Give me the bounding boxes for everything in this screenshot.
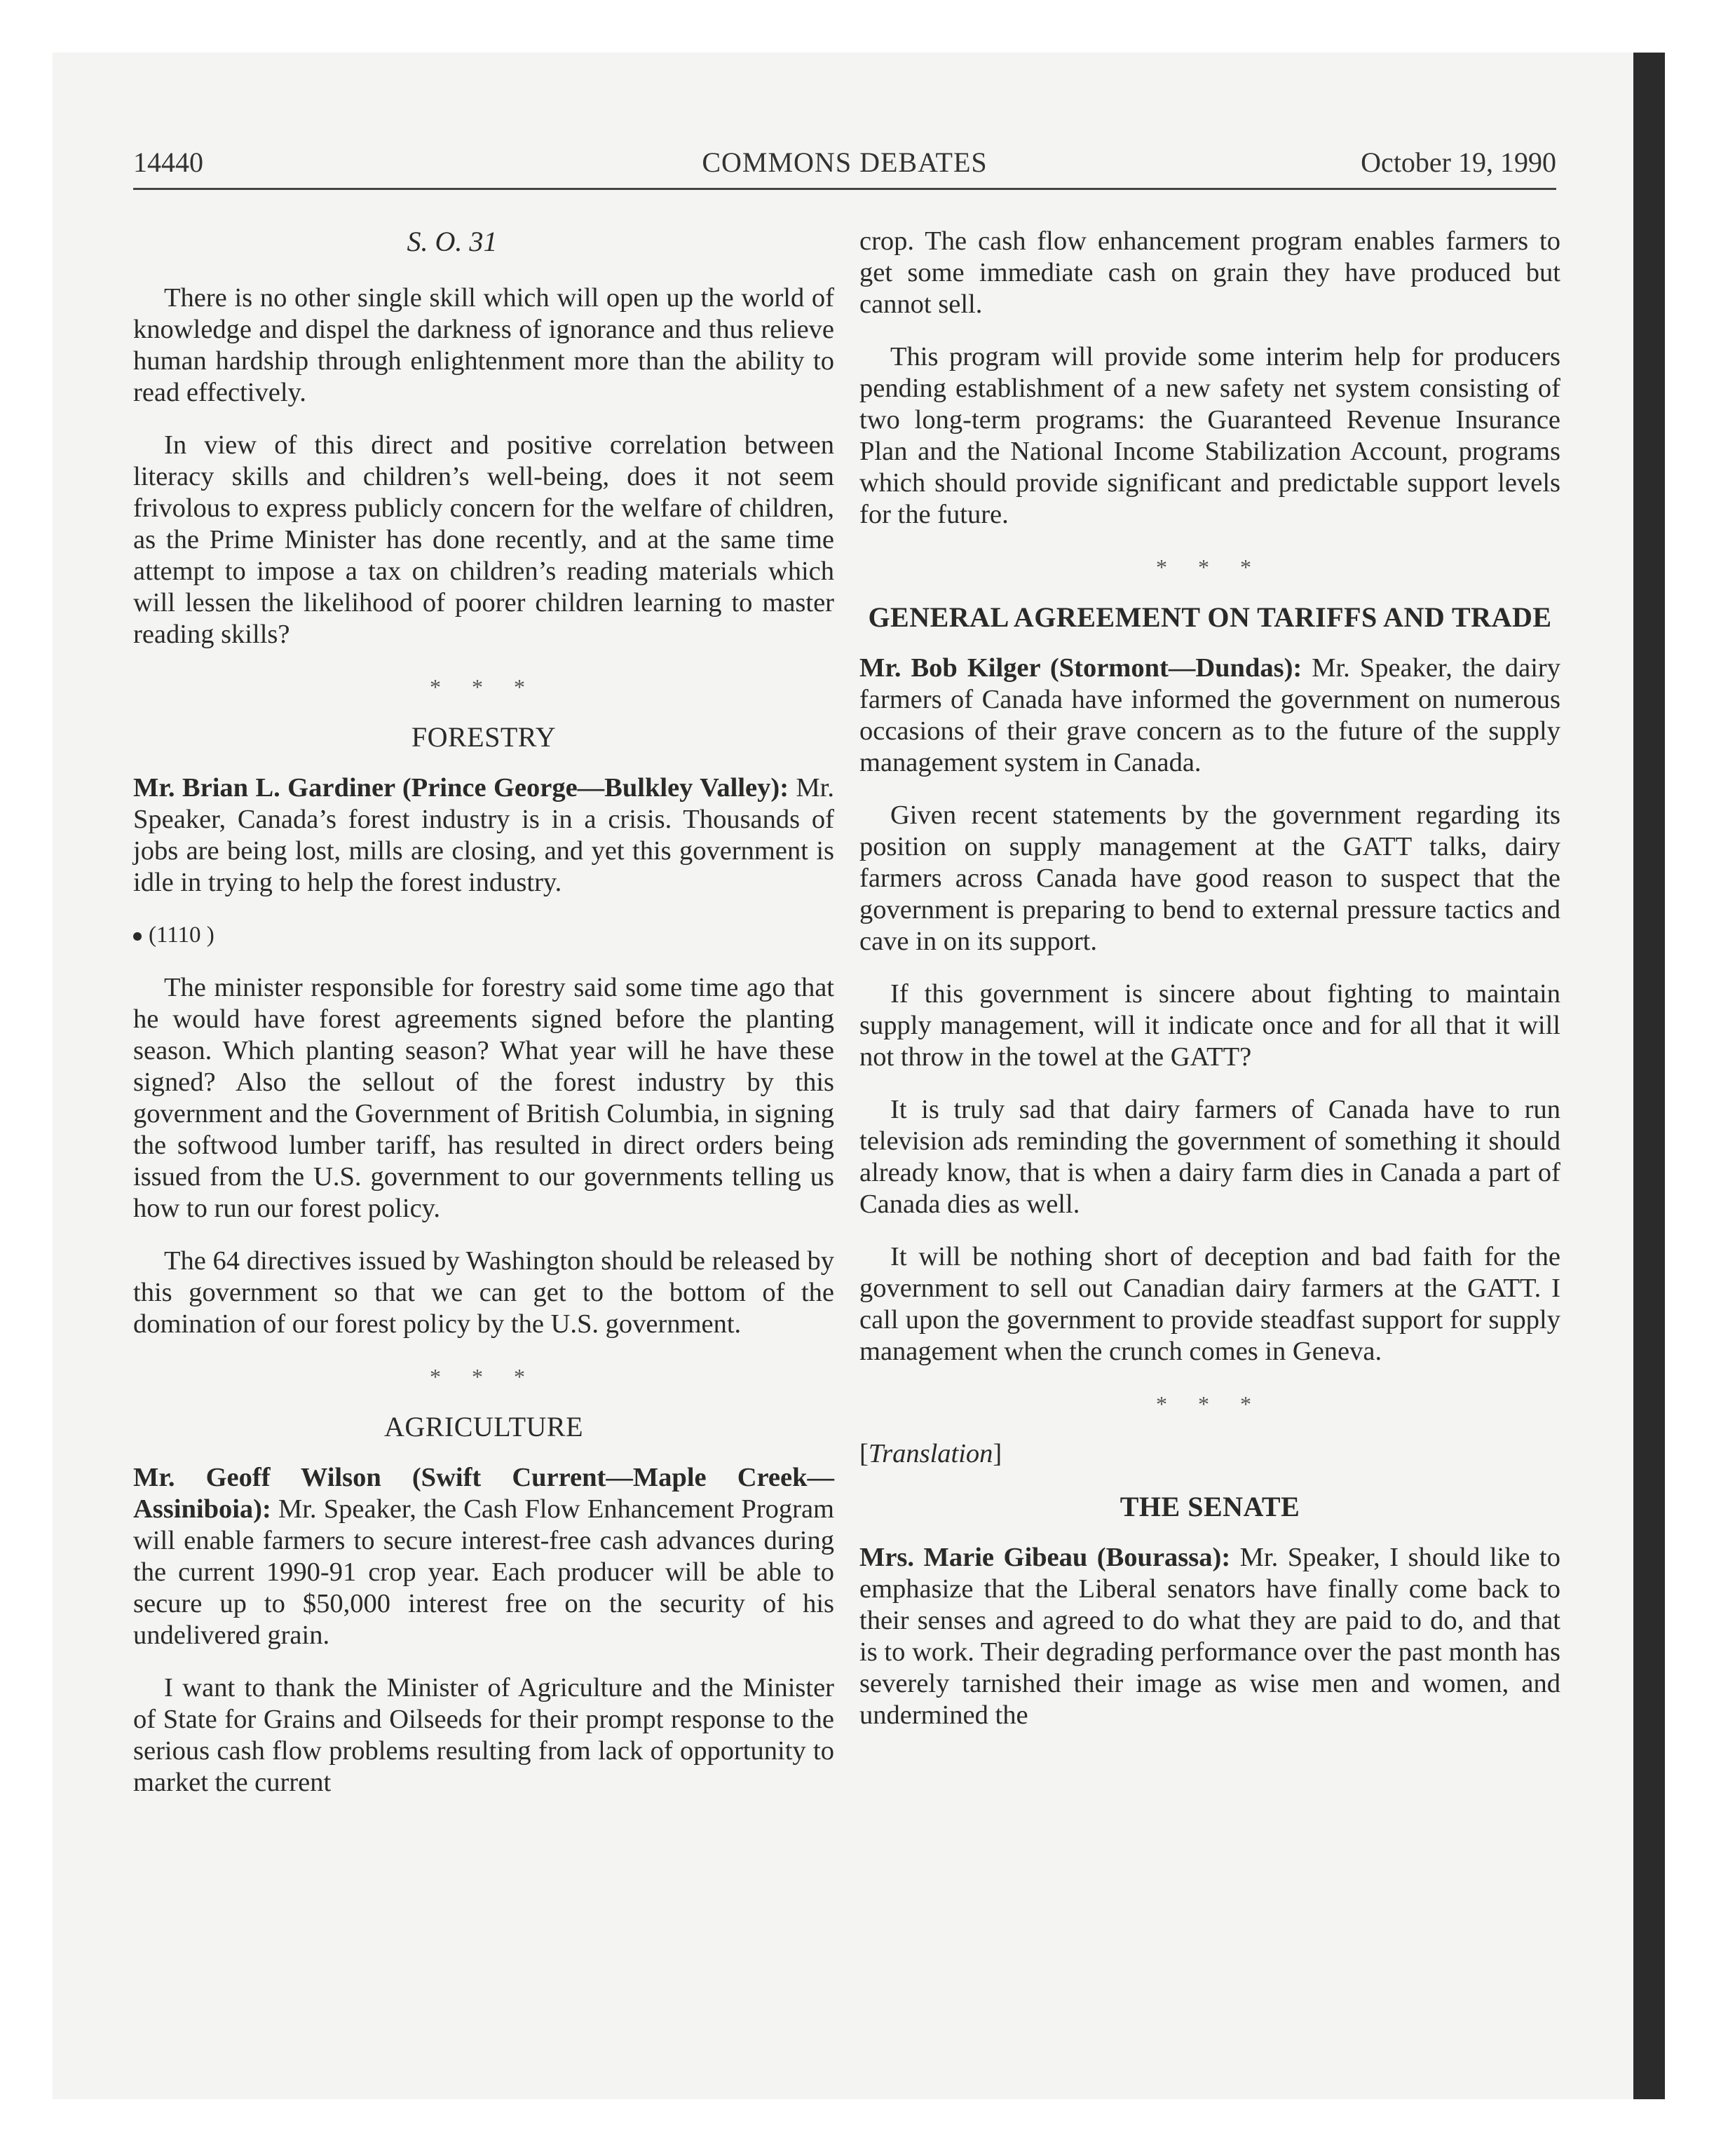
forestry-heading: FORESTRY bbox=[411, 721, 557, 753]
translation-marker: [Translation] bbox=[859, 1439, 1002, 1468]
senate-statement bbox=[859, 1542, 1560, 1731]
forestry-paragraph-2: The minister responsible for forestry said some time ago that he would have forest agreements signed before the planting season. Which planting season? What year will he have these signed? Also the sellout of the forest industry by this government and the Government of British Columbia, in signing the softwood lumber tariff, has resulted in direct orders being issued from the U.S. government to our governments telling us how to run our forest policy. bbox=[133, 973, 834, 1223]
senate-heading: THE SENATE bbox=[1120, 1491, 1300, 1522]
gatt-paragraph-4: It is truly sad that dairy farmers of Canada have to run television ads reminding the government of something it should already know, that is when a dairy farm dies in Canada a part of Canada dies as well. bbox=[859, 1095, 1560, 1219]
right-column bbox=[859, 226, 1560, 1752]
statement-text: Mr. Speaker, the Cash Flow Enhancement Program will enable farmers to secure interest-free cash advances during the current 1990-91 crop year. Each producer will be able to secure up to $50,000 interest free on the security of his undelivered grain. bbox=[133, 1494, 834, 1650]
speaker-name: Mr. Brian L. Gardiner (Prince George—Bulkley Valley): bbox=[133, 773, 789, 803]
speaker-name: Mrs. Marie Gibeau (Bourassa): bbox=[859, 1543, 1231, 1572]
translation-label: Translation bbox=[868, 1439, 993, 1468]
section-separator: * * * bbox=[1156, 554, 1264, 580]
standing-order-label: S. O. 31 bbox=[407, 226, 498, 257]
agriculture-paragraph-3: crop. The cash flow enhancement program enables farmers to get some immediate cash on grain they have produced but cannot sell. bbox=[859, 226, 1560, 319]
page-header bbox=[133, 146, 1556, 188]
forestry-statement bbox=[133, 772, 834, 899]
gatt-paragraph-3: If this government is sincere about fighting to maintain supply management, will it indicate once and for all that it will not throw in the towel at the GATT? bbox=[859, 979, 1560, 1072]
gatt-heading: GENERAL AGREEMENT ON TARIFFS AND TRADE bbox=[868, 601, 1552, 633]
literacy-paragraph-1: There is no other single skill which will open up the world of knowledge and dispel the darkness of ignorance and thus relieve human hardship through enlightenment more than the ability to read effectively. bbox=[133, 283, 834, 407]
scan-edge-shadow bbox=[1633, 53, 1665, 2099]
header-rule bbox=[133, 188, 1556, 190]
publication-title: COMMONS DEBATES bbox=[702, 146, 988, 178]
page-number: 14440 bbox=[133, 146, 203, 178]
agriculture-paragraph-4: This program will provide some interim help for producers pending establishment of a new safety net system consisting of two long-term programs: the Guaranteed Revenue Insurance Plan and the National Income Stabilization Account, programs which should provide significant and predictable support levels for the future. bbox=[859, 342, 1560, 529]
agriculture-statement bbox=[133, 1462, 834, 1651]
statement-text: Mr. Speaker, Canada’s forest industry is in a crisis. Thousands of jobs are being lost, mills are closing, and yet this government is idle in trying to help the forest industry. bbox=[133, 773, 834, 897]
section-separator: * * * bbox=[1156, 1391, 1264, 1417]
literacy-paragraph-2: In view of this direct and positive correlation between literacy skills and children’s well-being, does it not seem frivolous to express publicly concern for the welfare of children, as the Prime Minister has done recently, and at the same time attempt to impose a tax on children’s reading materials which will lessen the likelihood of poorer children learning to master reading skills? bbox=[133, 430, 834, 649]
section-separator: * * * bbox=[430, 674, 538, 700]
gatt-paragraph-5: It will be nothing short of deception and bad faith for the government to sell out Canadian dairy farmers at the GATT. I call upon the government to provide steadfast support for supply management when the crunch comes in Geneva. bbox=[859, 1242, 1560, 1366]
forestry-paragraph-3: The 64 directives issued by Washington should be released by this government so that we can get to the bottom of the domination of our forest policy by the U.S. government. bbox=[133, 1246, 834, 1339]
left-column bbox=[133, 226, 834, 1820]
statement-text: Mr. Speaker, the dairy farmers of Canada have informed the government on numerous occasions of their grave concern as to the future of the supply management system in Canada. bbox=[859, 653, 1560, 777]
agriculture-heading: AGRICULTURE bbox=[383, 1411, 584, 1442]
speaker-name: Mr. Bob Kilger (Stormont—Dundas): bbox=[859, 653, 1302, 683]
time-marker-text: (1110 ) bbox=[149, 922, 215, 948]
issue-date: October 19, 1990 bbox=[1361, 146, 1556, 178]
section-separator: * * * bbox=[430, 1364, 538, 1389]
bullet-icon bbox=[133, 932, 142, 941]
speaker-name: Mr. Geoff Wilson (Swift Current—Maple Creek—Assiniboia): bbox=[133, 1463, 834, 1524]
statement-text: Mr. Speaker, I should like to emphasize that the Liberal senators have finally come back to their senses and agreed to do what they are paid to do, and that is to work. Their degrading performance over the past month has severely tarnished their image as wise men and women, and undermined the bbox=[859, 1543, 1560, 1730]
gatt-statement bbox=[859, 653, 1560, 779]
time-marker bbox=[133, 920, 834, 951]
gatt-paragraph-2: Given recent statements by the government regarding its position on supply management at the GATT talks, dairy farmers across Canada have good reason to suspect that the government is preparing to bend to external pressure tactics and cave in on its support. bbox=[859, 800, 1560, 956]
agriculture-paragraph-2: I want to thank the Minister of Agriculture and the Minister of State for Grains and Oilseeds for their prompt response to the serious cash flow problems resulting from lack of opportunity to market the current bbox=[133, 1673, 834, 1797]
